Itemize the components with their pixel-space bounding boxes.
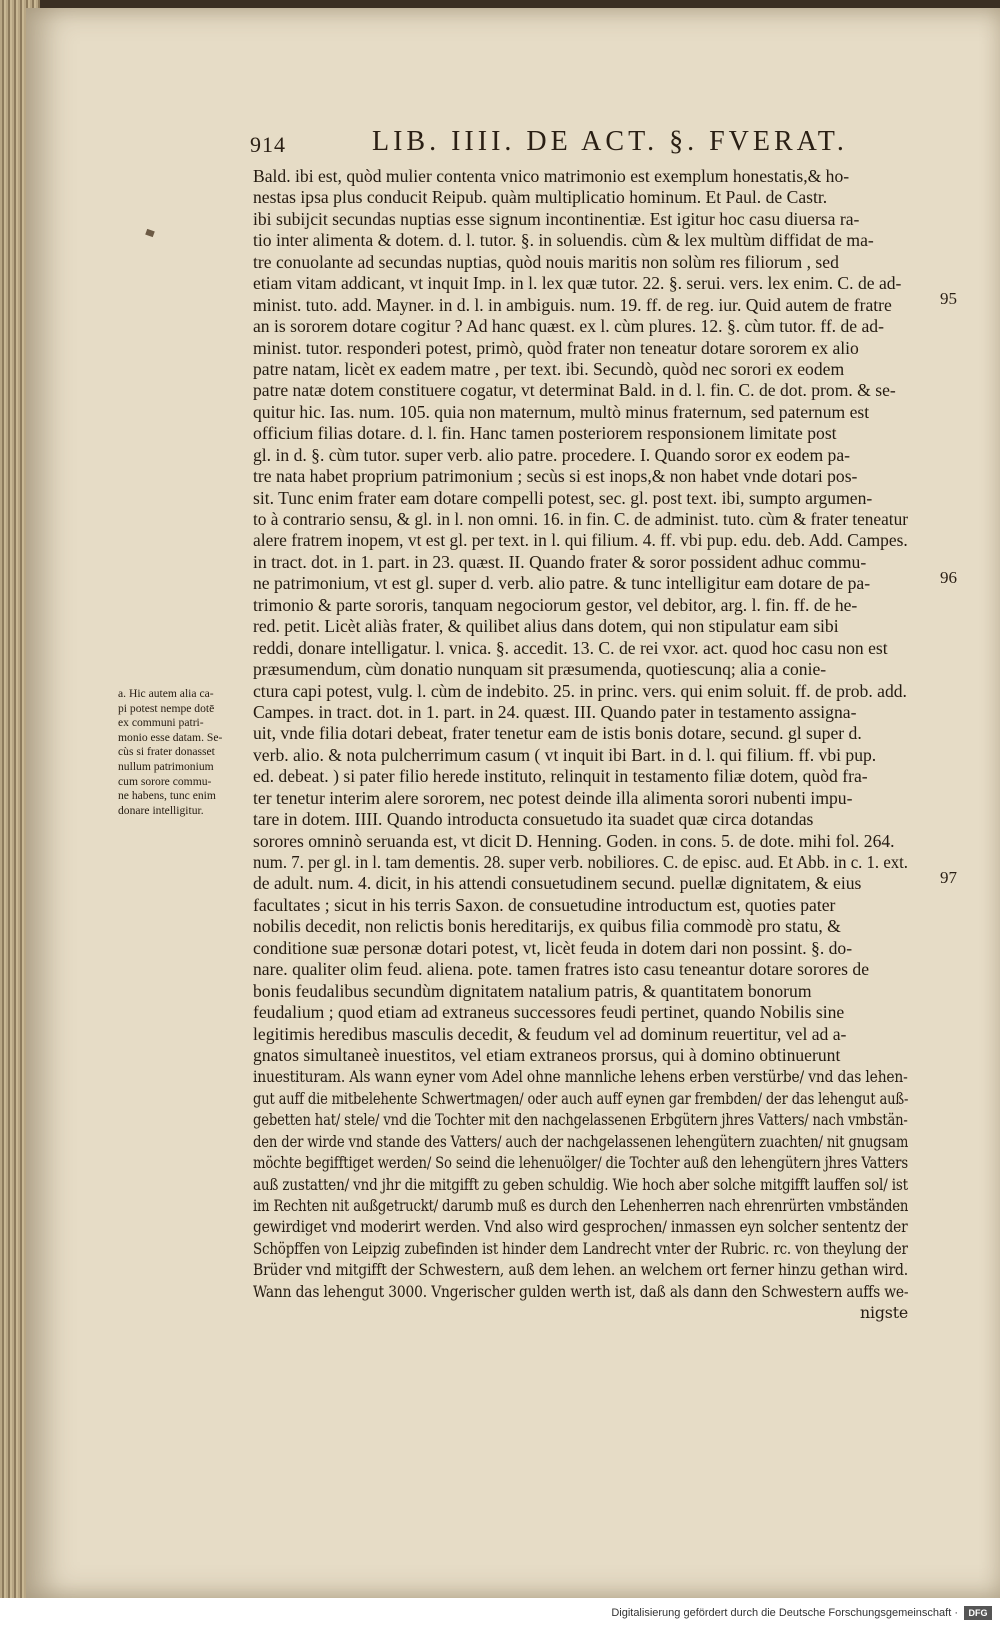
text-line: tio inter alimenta & dotem. d. l. tutor. §. in soluendis. cùm & lex multùm diffidat de ma- (253, 230, 874, 251)
text-line: gl. in d. §. cùm tutor. super verb. alio patre. procedere. I. Quando soror ex eodem pa- (253, 444, 851, 465)
page-number: 914 (250, 132, 286, 157)
margin-number: 95 (940, 289, 957, 308)
text-line: nestas ipsa plus conducit Reipub. quàm multiplicatio hominum. Et Paul. de Castr. (253, 187, 828, 208)
text-line: to à contrario sensu, & gl. in l. non omni. 16. in fin. C. de administ. tuto. cùm & frater teneatur (253, 509, 909, 529)
text-line: ctura capi potest, vulg. l. cùm de indebito. 25. in princ. vers. qui enim soluit. ff. de prob. add. (253, 680, 907, 701)
text-line-german: Brüder vnd mitgifft der Schwestern, auß dem lehen. an welchem ort ferner hinzu gethan wird. (253, 1260, 909, 1280)
running-title: LIB. IIII. DE ACT. §. FVERAT. (372, 126, 848, 157)
text-line: sorores omninò seruanda est, vt dicit D. Henning. Goden. in cons. 5. de dote. mihi fol. 264. (253, 830, 895, 851)
text-line: conditione suæ personæ dotari potest, vt, licèt feuda in dotem dari non possint. §. do- (253, 937, 853, 958)
margin-number: 96 (940, 568, 957, 587)
text-line: trimonio & parte sororis, tanquam negociorum gestor, vel debitor, arg. l. fin. ff. de he- (253, 594, 858, 615)
text-line: ter tenetur interim alere sororem, nec potest deinde illa alimenta sorori nubenti impu- (253, 787, 853, 808)
text-line: bonis feudalibus secundùm dignitatem natalium patris, & quantitatem bonorum (253, 980, 812, 1001)
margin-number: 97 (940, 868, 957, 887)
text-line: in tract. dot. in 1. part. in 23. quæst. II. Quando frater & soror possident adhuc commu- (253, 551, 867, 572)
text-line: nobilis decedit, non relictis bonis hereditarijs, ex quibus filia commodè pro statu, & (253, 916, 841, 937)
text-line-german: auß zustatten/ vnd jhr die mitgifft zu geben schuldig. Wie hoch aber solche mitgifft lauffen sol/ ist (253, 1174, 908, 1194)
text-line: ibi subijcit secundas nuptias esse signum incontinentiæ. Est igitur hoc casu diuersa ra- (253, 208, 860, 229)
side-note-line: donare intelligitur. (118, 803, 204, 817)
text-line-german: gebetten hat/ stele/ vnd die Tochter mit den nachgelassenen Erbgütern jhres Vatters/ nach vmbstän- (253, 1110, 908, 1130)
text-line-german: inuestituram. Als wann eyner vom Adel ohne mannliche lehens erben verstürbe/ vnd das lehen- (253, 1067, 908, 1087)
footer-bar (0, 1598, 1000, 1629)
text-line-german: den der wirde vnd stande des Vatters/ auch der nachgelassenen lehengütern zuachten/ nit gnugsam (253, 1131, 909, 1151)
text-line: feudalium ; quod etiam ad extraneus successores feudi pertinet, quando Nobilis sine (253, 1002, 845, 1023)
text-line: nare. qualiter olim feud. aliena. pote. tamen fratres isto casu teneantur dotare sorores de (253, 959, 870, 980)
text-line-german: Wann das lehengut 3000. Vngerischer gulden werth ist, daß als dann den Schwestern auffs we- (253, 1281, 909, 1301)
side-note-line: a. Hic autem alia ca- (118, 687, 214, 700)
text-line: num. 7. per gl. in l. tam dementis. 28. super verb. nobiliores. C. de episc. aud. Et Abb. in c. 1. ext. (253, 852, 909, 872)
text-line: patre natæ dotem constituere cogatur, vt determinat Bald. in d. l. fin. C. de dot. prom. & se- (253, 380, 896, 401)
text-line: tare in dotem. IIII. Quando introducta consuetudo ita suadet quæ circa dotandas (253, 809, 814, 830)
side-note-line: cùs si frater donasset (118, 745, 215, 759)
text-line: an is sororem dotare cogitur ? Ad hanc quæst. ex l. cùm plures. 12. §. cùm tutor. ff. de ad- (253, 316, 884, 337)
text-line: uit, vnde filia dotari debeat, frater tenetur eam de istis bonis dotare, secund. gl super d. (253, 723, 862, 744)
text-line: Bald. ibi est, quòd mulier contenta vnico matrimonio est exemplum honestatis,& ho- (253, 166, 850, 186)
text-line: minist. tuto. add. Mayner. in d. l. in ambiguis. num. 19. ff. de reg. iur. Quid autem de fratre (253, 294, 892, 315)
text-line: tre nata habet proprium patrimonium ; secùs si est inops,& non habet vnde dotari pos- (253, 466, 858, 487)
running-header (250, 126, 910, 166)
text-line-german: im Rechten nit außgetruckt/ darumb muß es durch den Lehenherren nach ehrenrürten vmbständen (253, 1196, 909, 1215)
text-line: præsumendum, cùm donatio nunquam sit præsumenda, quotiescunq; alia a conie- (253, 659, 827, 680)
text-line: ne patrimonium, vt est gl. super d. verb. alio patre. & tunc intelligitur eam dotare de pa- (253, 573, 871, 594)
text-line-german: möchte begifftiget werden/ So seind die lehenuölger/ die Tochter auß den lehengütern jhres Vatters (253, 1153, 908, 1173)
text-line: alere fratrem inopem, vt est gl. per text. in l. qui filium. 4. ff. vbi pup. edu. deb. Add. Campes. (253, 530, 908, 551)
body-text (253, 166, 908, 1324)
text-line: quitur hic. Ias. num. 105. quia non maternum, multò minus fraternum, sed paternum est (253, 401, 870, 422)
text-line: red. petit. Licèt aliàs frater, & quilibet alius dans dotem, qui non stipulatur eam sibi (253, 616, 839, 637)
side-note-line: cum sorore commu- (118, 774, 212, 788)
text-line: legitimis heredibus masculis decedit, & feudum vel ad dominum reuertitur, vel ad a- (253, 1023, 847, 1044)
text-line: Campes. in tract. dot. in 1. part. in 24. quæst. III. Quando pater in testamento assigna- (253, 701, 857, 722)
text-line: facultates ; sicut in his terris Saxon. de consuetudine introductum est, quoties pater (253, 894, 836, 915)
text-line: tre conuolante ad secundas nuptias, quòd nouis maritis non solùm res filiorum , sed (253, 251, 839, 272)
side-note-line: ex communi patri- (118, 716, 204, 730)
side-note-line: ne habens, tunc enim (118, 789, 216, 803)
text-line: gnatos simultaneè inuestitos, vel etiam extraneos prorsus, qui à domino obtinuerunt (253, 1044, 841, 1065)
text-line-german: Schöpffen von Leipzig zubefinden ist hinder dem Landrecht vnter der Rubric. rc. von theylung der (253, 1238, 908, 1258)
text-line: etiam vitam addicant, vt inquit Imp. in l. lex quæ tutor. 22. §. serui. vers. lex enim. C. de ad- (253, 273, 902, 294)
text-line: de adult. num. 4. dicit, in his attendi consuetudinem secund. puellæ dignitatem, & eius (253, 873, 862, 894)
text-line: minist. tutor. responderi potest, primò, quòd frater non teneatur dotare sororem ex alio (253, 337, 859, 358)
text-line: ed. debeat. ) si pater filio herede instituto, relinquit in testamento filiæ dotem, quòd fra- (253, 766, 868, 787)
catchword: nigste (860, 1303, 908, 1323)
text-line: sit. Tunc enim frater eam dotare compelli potest, sec. gl. post text. ibi, sumpto argumen- (253, 487, 873, 508)
text-line: verb. alio. & nota pulcherrimum casum ( vt inquit ibi Bart. in d. l. qui filium. ff. vbi pup. (253, 744, 877, 765)
side-note-line: monio esse datam. Se- (118, 730, 223, 744)
text-line: reddi, donare intelligatur. l. vnica. §. accedit. 13. C. de rei vxor. act. quod hoc casu non est (253, 637, 888, 658)
side-note-line: pi potest nempe dotē (118, 701, 215, 715)
text-line-german: gut auff die mitbelehente Schwertmagen/ oder auch auff eynen gar frembden/ der das lehengut auß- (253, 1088, 909, 1108)
text-line: officium filias dotare. d. l. fin. Hanc tamen posteriorem responsionem limitate post (253, 423, 837, 444)
side-note (118, 687, 246, 818)
text-line-german: gewirdiget vnd moderirt werden. Vnd also wird gesprochen/ inmassen eyn solcher sententz der (253, 1217, 908, 1237)
footer-credit: Digitalisierung gefördert durch die Deutsche Forschungsgemeinschaft · (611, 1607, 958, 1619)
dfg-logo: DFG (964, 1606, 992, 1620)
text-line: patre natam, licèt ex eadem matre , per text. ibi. Secundò, quòd nec sorori ex eodem (253, 358, 845, 379)
side-note-line: nullum patrimonium (118, 759, 214, 773)
